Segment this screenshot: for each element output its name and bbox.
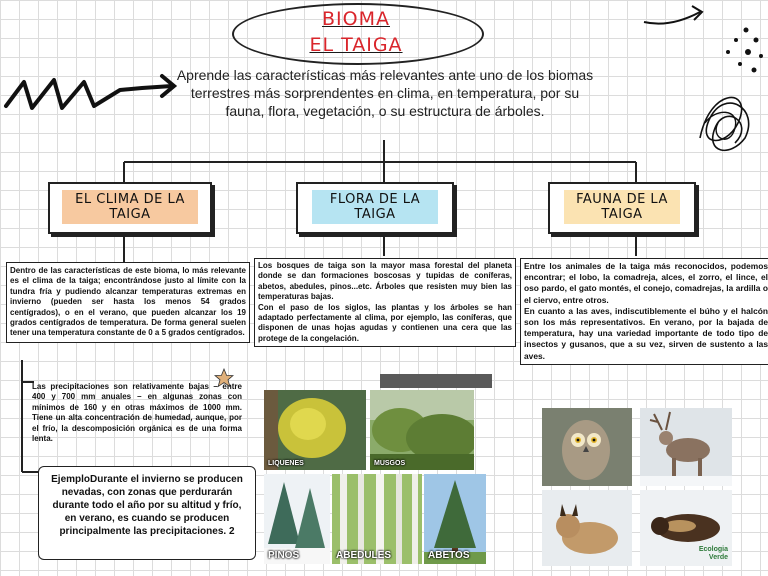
photo-caption-abetos: ABETOS	[428, 550, 470, 561]
flora-text-1: Los bosques de taiga son la mayor masa forestal del planeta donde se dan formaciones boscosas y tupidas de coníferas, abetos, abedules, pinos...etc. Árboles que resisten muy bien las temperaturas bajas.	[258, 261, 512, 302]
photo-abetos	[424, 474, 486, 564]
gray-bar	[380, 374, 492, 388]
clima-precip-text: Las precipitaciones son relativamente bajas – entre 400 y 700 mm anuales – en algunas zonas con mínimos de 160 y en otras máximos de 1000 mm. Tiene un alta concentración de humedad, aunque, por el frío, la descomposición orgánica es de una forma lenta.	[32, 382, 242, 444]
photo-pinos	[264, 474, 330, 564]
star-icon	[214, 368, 234, 388]
photo-musgos	[370, 390, 474, 470]
clima-heading-card	[48, 182, 212, 234]
photo-caption-liquenes: LIQUENES	[268, 460, 304, 467]
photo-caption-musgos: MUSGOS	[374, 460, 406, 467]
clima-text: Dentro de las características de este bioma, lo más relevante es el clima de la taiga; encontrándose justo al límite con la tundra fría y pudiendo alcanzar temperaturas extremas en invierno (pueden ser hasta los menos 54 grados centígrados), o en el verano, que pueden alcanzar los 19 grados centígrados de temperatura. De forma general suelen tener una temperatura constante de 0 a 5 grados centígrados.	[6, 262, 250, 343]
subtitle: Aprende las características más relevantes ante uno de los biomas terrestres más sorprendentes en clima, en temperatura, por su fauna, flora, vegetación, o su estructura de árboles.	[176, 67, 594, 119]
flora-text	[254, 258, 516, 347]
fauna-text-1: Entre los animales de la taiga más reconocidos, podemos encontrar; el lobo, la comadreja, alces, el zorro, el lince, el oso pardo, el gato montés, el conejo, comadrejas, la ardilla o el ciervo, entre otros.	[524, 261, 768, 305]
photo-caption-abedules: ABEDULES	[336, 550, 392, 561]
photo-caption-pinos: PINOS	[268, 550, 300, 561]
fauna-text	[520, 258, 768, 365]
photo-abedules	[332, 474, 422, 564]
photo-owl	[542, 408, 632, 486]
flora-heading-card	[296, 182, 454, 234]
clima-example-box	[38, 466, 256, 560]
photo-reindeer	[640, 408, 732, 486]
flora-heading: FLORA DE LA TAIGA	[312, 190, 438, 224]
fauna-heading-card	[548, 182, 696, 234]
clima-heading: EL CLIMA DE LA TAIGA	[62, 190, 198, 224]
flora-text-2: Con el paso de los siglos, las plantas y los árboles se han adaptado perfectamente al clima, por ejemplo, las coníferas, que disponen de unas hojas agudas y contienen una cera que las protege de la congelación.	[258, 302, 512, 343]
fauna-heading: FAUNA DE LA TAIGA	[564, 190, 680, 224]
photo-liquenes	[264, 390, 366, 470]
logo-text: Ecologia Verde	[698, 546, 728, 561]
clima-example-text: EjemploDurante el invierno se producen nevadas, con zonas que perdurarán durante todo el año por su altitud y frío, en verano, es cuando se producen principalmente las precipitaciones. 2	[51, 474, 243, 537]
title-line2: EL TAIGA	[309, 34, 403, 56]
title-line1: BIOMA	[322, 8, 390, 30]
fauna-text-2: En cuanto a las aves, indiscutiblemente el búho y el halcón son los más representativos. En verano, por la bajada de temperatura, hay una variedad importante de todo tipo de insectos y gusanos, que a su vez, sirven de sustento a las aves.	[524, 305, 768, 361]
photo-lynx	[542, 490, 632, 566]
photo-wolverine	[640, 490, 732, 566]
